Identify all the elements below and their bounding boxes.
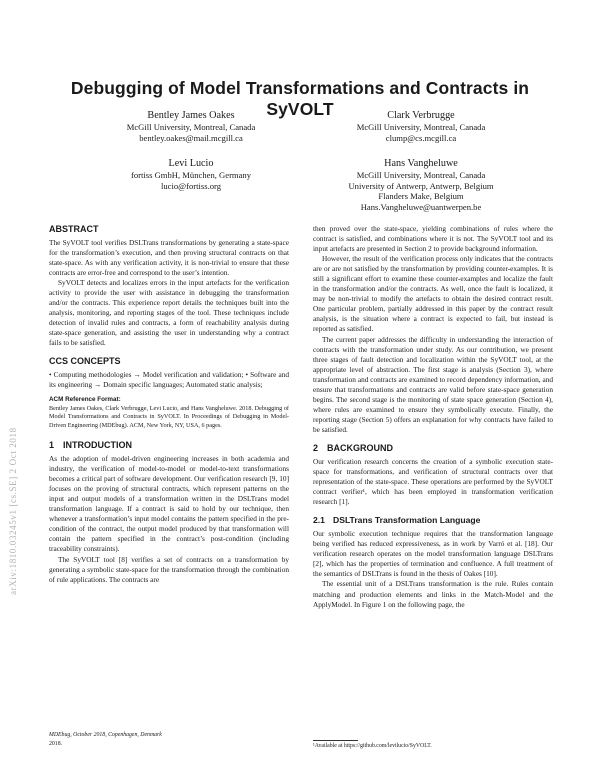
arxiv-stamp-text: arXiv:1810.03245v1 [cs.SE] 2 Oct 2018 bbox=[8, 427, 18, 595]
acm-ref-label: ACM Reference Format: bbox=[49, 395, 121, 403]
author-affiliation: fortiss GmbH, München, Germany bbox=[130, 170, 252, 180]
subsection-number: 2.1 bbox=[313, 515, 325, 526]
paper-title: Debugging of Model Transformations and Contracts in SyVOLT bbox=[70, 78, 530, 119]
author-name: Hans Vangheluwe bbox=[384, 158, 458, 169]
abstract-heading: ABSTRACT bbox=[49, 224, 99, 234]
author-affiliation: McGill University, Montreal, Canada bbox=[356, 170, 486, 180]
dsltrans-paragraph: Our symbolic execution technique requires that the transformation language being verified has reduced expressiveness, as in work by Varró et al. [18]. Our verification research operates on the model transformation language DSLTrans [2], which has the properties of termination and confluence. A full treatment of the semantics of DSLTrans is found in the thesis of Oakes [10]. bbox=[313, 529, 553, 579]
author-affiliation: McGill University, Montreal, Canada bbox=[356, 122, 486, 132]
abstract-paragraph: The SyVOLT tool verifies DSLTrans transformations by generating a state-space for the transformation’s execution, and then proving structural contracts on that state-space. As with any verification activity, it is non-trivial to ensure that these contracts are error-free and correspond to the user’s intention. bbox=[49, 238, 289, 278]
dsltrans-paragraph: The essential unit of a DSLTrans transformation is the rule. Rules contain matching and production elements and links in the Match-Model and the ApplyModel. In Figure 1 on the following page, the bbox=[313, 579, 553, 609]
background-paragraph: Our verification research concerns the creation of a symbolic execution state-space for transformations, and verification of structural contracts over that representation of the state-space. These operations are performed by the SyVOLT contract verifier¹, which has been employed in transformation verification research [1]. bbox=[313, 456, 553, 507]
section-heading bbox=[313, 443, 553, 454]
author-email: lucio@fortiss.org bbox=[160, 180, 222, 191]
author-block bbox=[71, 109, 311, 143]
ccs-heading: CCS CONCEPTS bbox=[49, 355, 121, 366]
author-name: Levi Lucio bbox=[168, 158, 214, 169]
subsection-title: DSLTrans Transformation Language bbox=[333, 515, 481, 526]
author-affiliation: Flanders Make, Belgium bbox=[378, 191, 464, 202]
page-footer bbox=[49, 731, 162, 748]
section-number: 1 bbox=[49, 440, 55, 451]
body-paragraph: The current paper addresses the difficulty in understanding the interaction of contracts with the transformation under study. As our contribution, we present three stages of fault detection and localization within the SyVOLT tool, at the appropriate level of abstraction. The first stage is analysis (Section 3), where transformation and contracts are examined to record dependency information, and ensure that transformations and contracts are valid before state-space generation begins. The second stage is the monitoring of state space generation (Section 4), where rules are examined to ensure they symbolically execute. Finally, the reporting stage (Section 5) offers an explanation for why contracts have failed to be satisfied. bbox=[313, 334, 553, 434]
author-name: Bentley James Oakes bbox=[147, 110, 235, 121]
body-paragraph: then proved over the state-space, yielding combinations of rules where the contract is satisfied, and combinations where it is not. The SyVOLT tool and its input artefacts are presented in Section 2 to provide background information. bbox=[313, 224, 553, 254]
arxiv-stamp bbox=[3, 260, 17, 600]
body-paragraph: However, the result of the verification process only indicates that the contracts are or are not satisfied by the transformation by providing counter-examples. It is still a significant effort to examine these counter-examples and localize the fault in the transformation and/or the contracts. As well, once the fault is localized, it may be non-trivial to modify the artefacts to obtain the desired contract result. One particular problem, partially addressed in this paper by the contract result analysis, is the situation where a contract is expected to fail, but instead is reported as satisfied. bbox=[313, 254, 553, 334]
intro-paragraph: As the adoption of model-driven engineering increases in both academia and industry, the verification of model-to-model or model-to-text transformations becomes a critical part of software development. Our verification research [9, 10] focuses on the proving of structural contracts, which represent patterns on the input and output models of a transformation written in the DSLTrans model transformation language. If a contract is said to hold by our technique, then whenever a transformation’s input model contains the pattern specified in the pre-condition of the contract, the output model produced by that transformation will contain the pattern specified in the contract’s post-condition (including traceability constraints). bbox=[49, 454, 289, 554]
acm-reference: Bentley James Oakes, Clark Verbrugge, Levi Lucio, and Hans Vangheluwe. 2018. Debugging of Model Transformations and Contracts in SyVOLT. In Proceedings of Debugging in Model-Driven Engineering (MDEbug). ACM, New York, NY, USA, 6 pages. bbox=[49, 404, 289, 430]
author-name: Clark Verbrugge bbox=[387, 110, 455, 121]
section-number: 2 bbox=[313, 442, 319, 453]
section-title: BACKGROUND bbox=[327, 442, 393, 453]
abstract-paragraph: SyVOLT detects and localizes errors in the input artefacts for the verification activity to provide the user with assistance in debugging the transformation and/or the contracts. This experience report details the techniques built into the analysis, monitoring, and reporting stages of the tool. These techniques include detection of invalid rules and contracts, a form of reachability analysis during state-space generation, and assisting the user in understanding why a contract fails to be satisfied. bbox=[49, 278, 289, 348]
section-title: INTRODUCTION bbox=[63, 440, 132, 451]
intro-paragraph: The SyVOLT tool [8] verifies a set of contracts on a transformation by generating a symbolic state-space for the transformation through the combination of rule applications. The contracts are bbox=[49, 554, 289, 584]
author-email: bentley.oakes@mail.mcgill.ca bbox=[139, 132, 243, 143]
year-line: 2018. bbox=[49, 740, 63, 747]
venue-line: MDEbug, October 2018, Copenhagen, Denmark bbox=[49, 732, 162, 738]
right-column bbox=[313, 224, 553, 610]
subsection-heading bbox=[313, 515, 553, 526]
author-affiliation: University of Antwerp, Antwerp, Belgium bbox=[348, 180, 494, 191]
footnote-divider bbox=[313, 740, 358, 741]
ccs-concepts: • Computing methodologies → Model verification and validation; • Software and its engineering → Domain specific languages; Automated static analysis; bbox=[49, 369, 289, 389]
author-block bbox=[301, 157, 541, 212]
left-column bbox=[49, 224, 289, 585]
author-block bbox=[301, 109, 541, 143]
author-affiliation: McGill University, Montreal, Canada bbox=[126, 122, 256, 132]
author-email: clump@cs.mcgill.ca bbox=[385, 132, 457, 143]
section-heading bbox=[49, 440, 289, 451]
author-email: Hans.Vangheluwe@uantwerpen.be bbox=[360, 201, 482, 212]
footnote: ¹Available at https://github.com/levilucio/SyVOLT. bbox=[313, 743, 432, 749]
author-block bbox=[71, 157, 311, 191]
